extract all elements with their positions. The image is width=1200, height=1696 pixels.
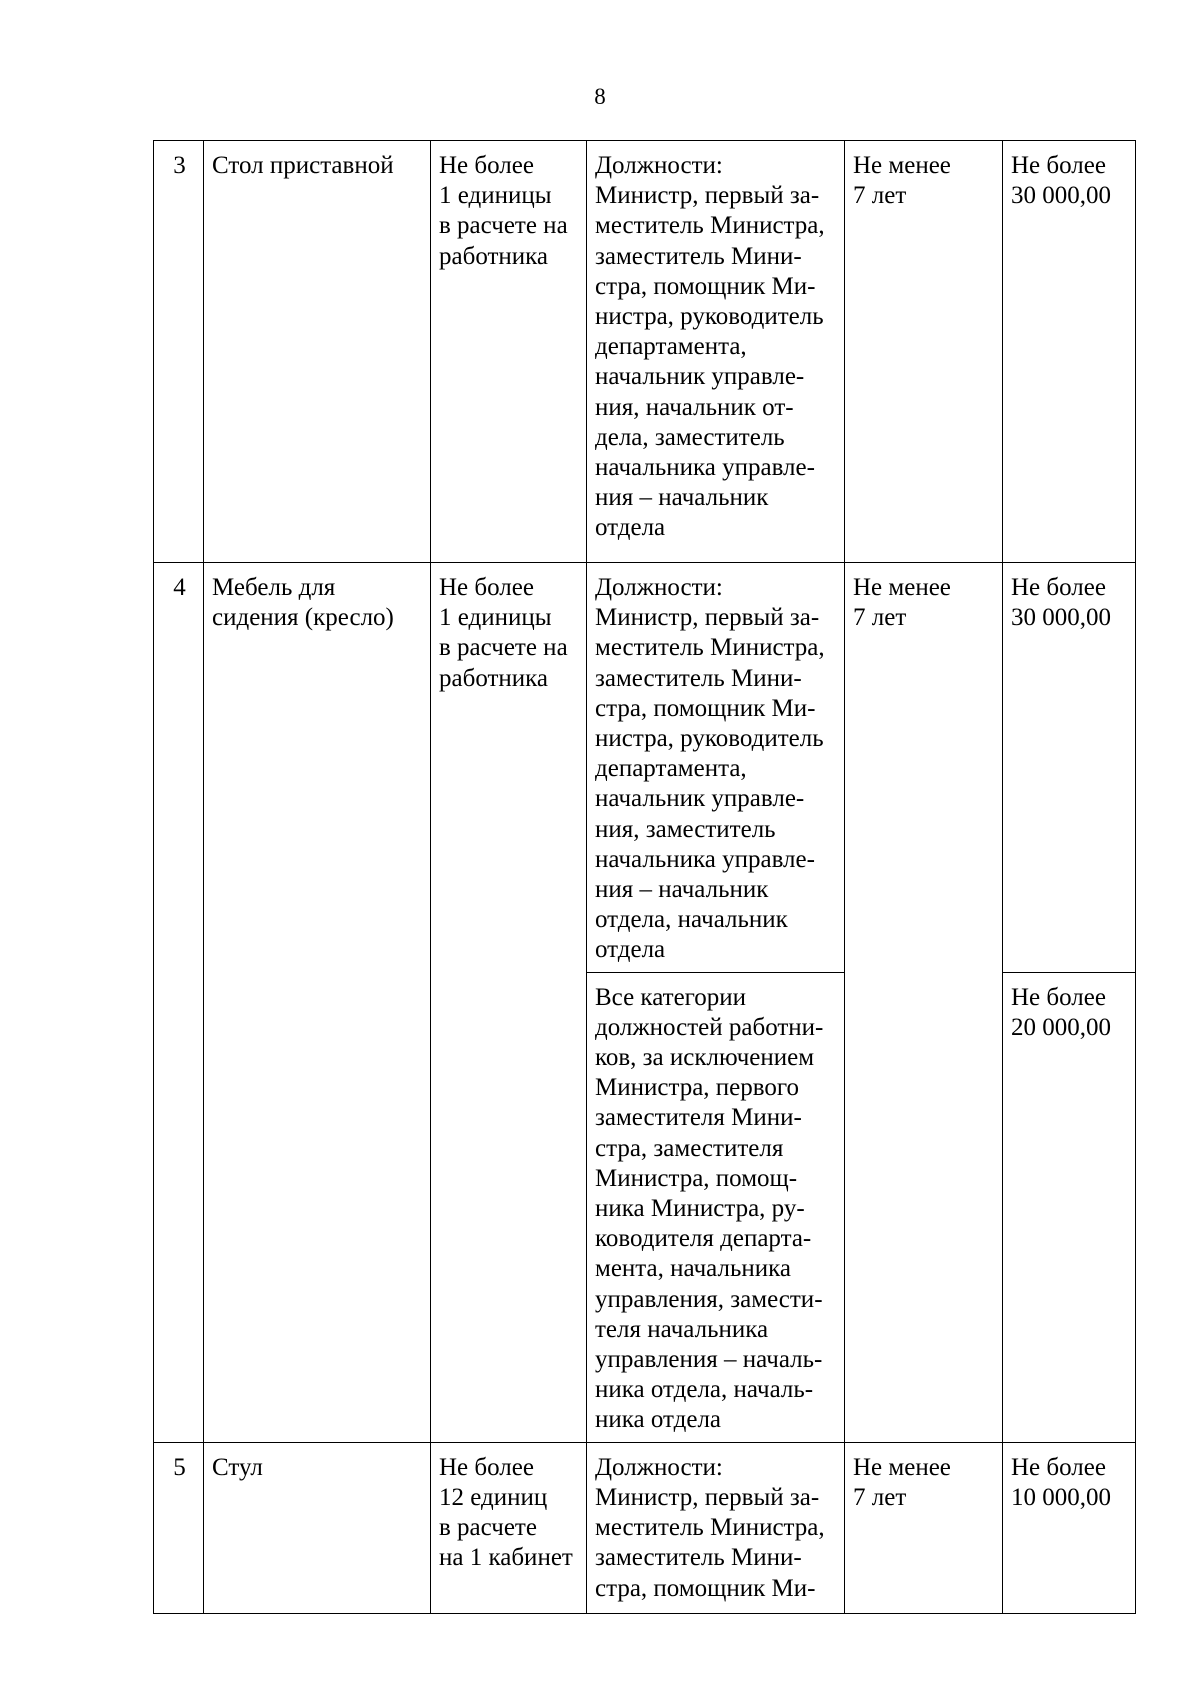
positions-list: Должности: Министр, первый за- меститель Министра, заместитель Мини- стра, помощник Ми-	[587, 1442, 845, 1613]
quantity-norm: Не более 12 единиц в расчете на 1 кабинет	[431, 1442, 587, 1613]
price-limit: Не более 30 000,00	[1003, 141, 1136, 563]
service-term: Не менее 7 лет	[845, 141, 1003, 563]
service-term: Не менее 7 лет	[845, 1442, 1003, 1613]
table-row	[154, 563, 1136, 973]
table-row	[154, 1442, 1136, 1613]
quantity-norm: Не более 1 единицы в расчете на работника	[431, 563, 587, 1443]
page-number: 8	[594, 84, 606, 109]
quantity-norm: Не более 1 единицы в расчете на работника	[431, 141, 587, 563]
row-number: 5	[154, 1442, 204, 1613]
service-term: Не менее 7 лет	[845, 563, 1003, 1443]
price-limit: Не более 10 000,00	[1003, 1442, 1136, 1613]
row-number: 3	[154, 141, 204, 563]
positions-list: Должности: Министр, первый за- меститель Министра, заместитель Мини- стра, помощник Ми- нистра, руководитель департамента, начальник управле- ния, заместитель начальника управле- ния – начальник отдела, начальник отдела	[587, 563, 845, 973]
positions-list: Должности: Министр, первый за- меститель Министра, заместитель Мини- стра, помощник Ми- нистра, руководитель департамента, начальник управле- ния, начальник от- дела, заместитель начальника управле- ния – начальник отдела	[587, 141, 845, 563]
furniture-norms-table	[153, 140, 1136, 1614]
price-limit-other: Не более 20 000,00	[1003, 972, 1136, 1442]
item-name: Мебель для сидения (кресло)	[204, 563, 431, 1443]
positions-list-other: Все категории должностей работни- ков, за исключением Министра, первого заместителя Мини- стра, заместителя Министра, помощ- ника Министра, ру- ководителя департа- мента, начальника управления, замести- теля начальника управления – началь- ника отдела, началь- ника отдела	[587, 972, 845, 1442]
item-name: Стол приставной	[204, 141, 431, 563]
price-limit: Не более 30 000,00	[1003, 563, 1136, 973]
item-name: Стул	[204, 1442, 431, 1613]
row-number: 4	[154, 563, 204, 1443]
table-row	[154, 141, 1136, 563]
